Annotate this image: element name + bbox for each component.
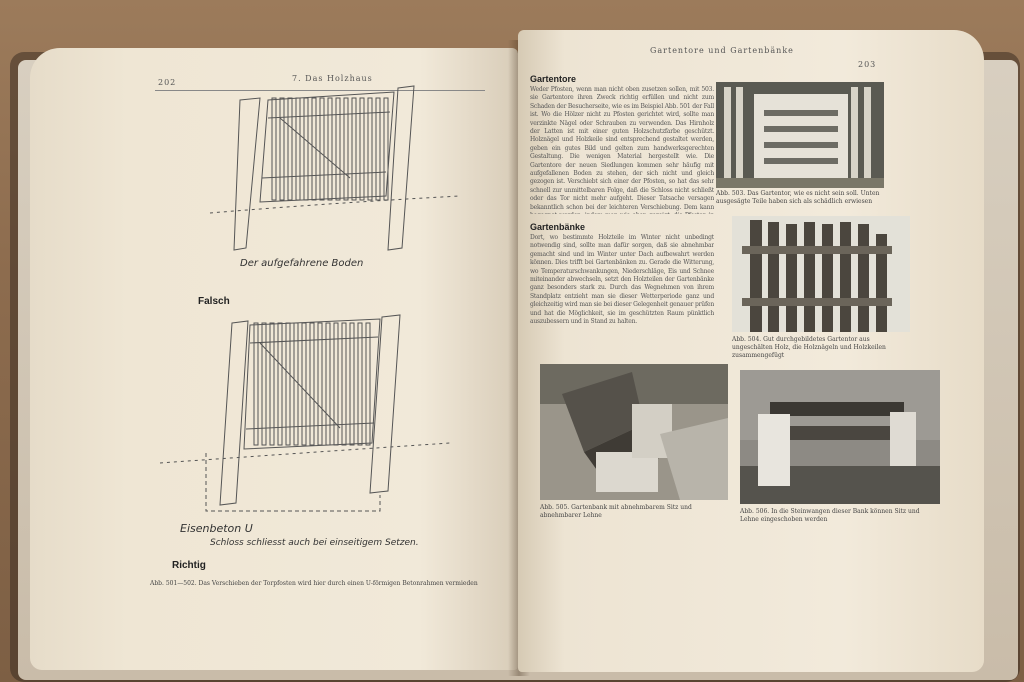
gate-picket	[254, 323, 258, 445]
gate-picket	[288, 98, 292, 200]
left-page-header: 7. Das Holzhaus	[292, 74, 373, 83]
gate-pickets	[254, 323, 370, 445]
gate-picket	[328, 98, 332, 200]
gate-picket	[272, 98, 276, 200]
gate-picket	[366, 323, 370, 445]
gate-picket	[350, 323, 354, 445]
photo-gate-504	[732, 216, 910, 332]
sketch2-caption-line1: Eisenbeton U	[180, 522, 253, 535]
gate-picket	[358, 323, 362, 445]
gate-picket	[376, 98, 380, 200]
gate-sketch-right	[150, 303, 450, 533]
photo-bench-505	[540, 364, 728, 500]
section-text-gartentore: Weder Pfosten, wenn man nicht oben zusetzen sollen, mit 503. sie Gartentore ihren Zweck richtig erfüllen und nicht zum Schaden der Besucherseite, wie es im Beispiel Abb. 501 der Fall ist. Wo die Hölzer nicht zu Pfosten gerichtet wird, sollte man verzinkte Nägel oder Schrauben zu verwenden. Das Hirnholz der Latten ist mit einer guten Holzschutzfarbe geschützt. Holznägel und Holzkeile sind entsprechend gestaltet werden, geben ein gutes Bild und gelten zum handwerksgerechten Gestaltung. Die wenigen Material hergestellt wie. Die Gartentore der neuen Siedlungen kommen sehr häufig mit aufgefallenen Boden zu stehen, der sich nicht und gleich gezogen ist. Verschiebt sich einer der Pfosten, so hat das sehr schnell zur unmittelbaren Folge, daß die Schloss nicht schließt oder das Tor nicht mehr aufgeht. Dieser Tatsache versagen bekanntlich schon bei der leichteren Verschiebung. Dem kann	[530, 86, 714, 211]
sketch2-caption-line2: Schloss schliesst auch bei einseitigem Setzen.	[210, 538, 419, 548]
gate-picket	[280, 98, 284, 200]
left-page	[30, 48, 518, 670]
section-title-gartenbaenke: Gartenbänke	[530, 222, 586, 232]
label-falsch: Falsch	[198, 296, 230, 307]
gate-picket	[342, 323, 346, 445]
gate-picket	[320, 98, 324, 200]
caption-fig-505: Abb. 505. Gartenbank mit abnehmbarem Sitz und abnehmbarer Lehne	[540, 504, 692, 519]
gate-picket	[270, 323, 274, 445]
gate-picket	[318, 323, 322, 445]
left-page-number: 202	[158, 78, 177, 87]
section-text-gartenbaenke: Dort, wo bestimmte Holzteile im Winter nicht unbedingt notwendig sind, sollte man dafür sorgen, daß sie abnehmbar gemacht sind und im Winter unter Dach aufbewahrt werden können. Dies trifft bei Gartenbänken zu. Gerade die Witterung, wo Temperaturschwankungen, Niederschläge, Eis und Schnee miteinander abwechseln, setzt den Holzteilen der Gartenbänke ganz besonders stark zu. Durch das Wegnehmen von ihrem Standplatz entzieht man sie dieser Wetterperiode ganz und gleichzeitig wird man sie bei dieser Gelegenheit genauer prüfen und hat die Möglichkeit, sie im geschützten Raum pünktlich auszubessern und in Stand zu halten.	[530, 234, 714, 326]
right-page-header: Gartentore und Gartenbänke	[650, 46, 794, 55]
right-page-number: 203	[858, 60, 877, 69]
gate-picket	[296, 98, 300, 200]
photo-bench-506	[740, 370, 940, 504]
gate-picket	[304, 98, 308, 200]
sketch1-caption: Der aufgefahrene Boden	[240, 258, 364, 269]
gate-picket	[310, 323, 314, 445]
photo-gate-503	[716, 82, 884, 188]
gate-picket	[336, 98, 340, 200]
gate-picket	[384, 98, 388, 200]
left-figure-caption: Abb. 501—502. Das Verschieben der Torpfosten wird hier durch einen U-förmigen Betonrahmen vermieden	[150, 580, 478, 587]
caption-fig-506: Abb. 506. In die Steinwangen dieser Bank können Sitz und Lehne eingeschoben werden	[740, 508, 920, 523]
gate-sketch-wrong	[190, 78, 480, 278]
section-title-gartentore: Gartentore	[530, 74, 577, 84]
gate-picket	[334, 323, 338, 445]
gate-picket	[326, 323, 330, 445]
caption-fig-504: Abb. 504. Gut durchgebildetes Gartentor aus ungeschälten Holz, die Holznägeln und Holzkeilen zusammengefügt	[732, 336, 886, 359]
caption-fig-503: Abb. 503. Das Gartentor, wie es nicht sein soll. Unten ausgesägte Teile haben sich als schädlich erwiesen	[716, 190, 880, 205]
gate-picket	[262, 323, 266, 445]
label-richtig: Richtig	[172, 560, 206, 571]
right-page	[518, 30, 984, 672]
gate-picket	[344, 98, 348, 200]
